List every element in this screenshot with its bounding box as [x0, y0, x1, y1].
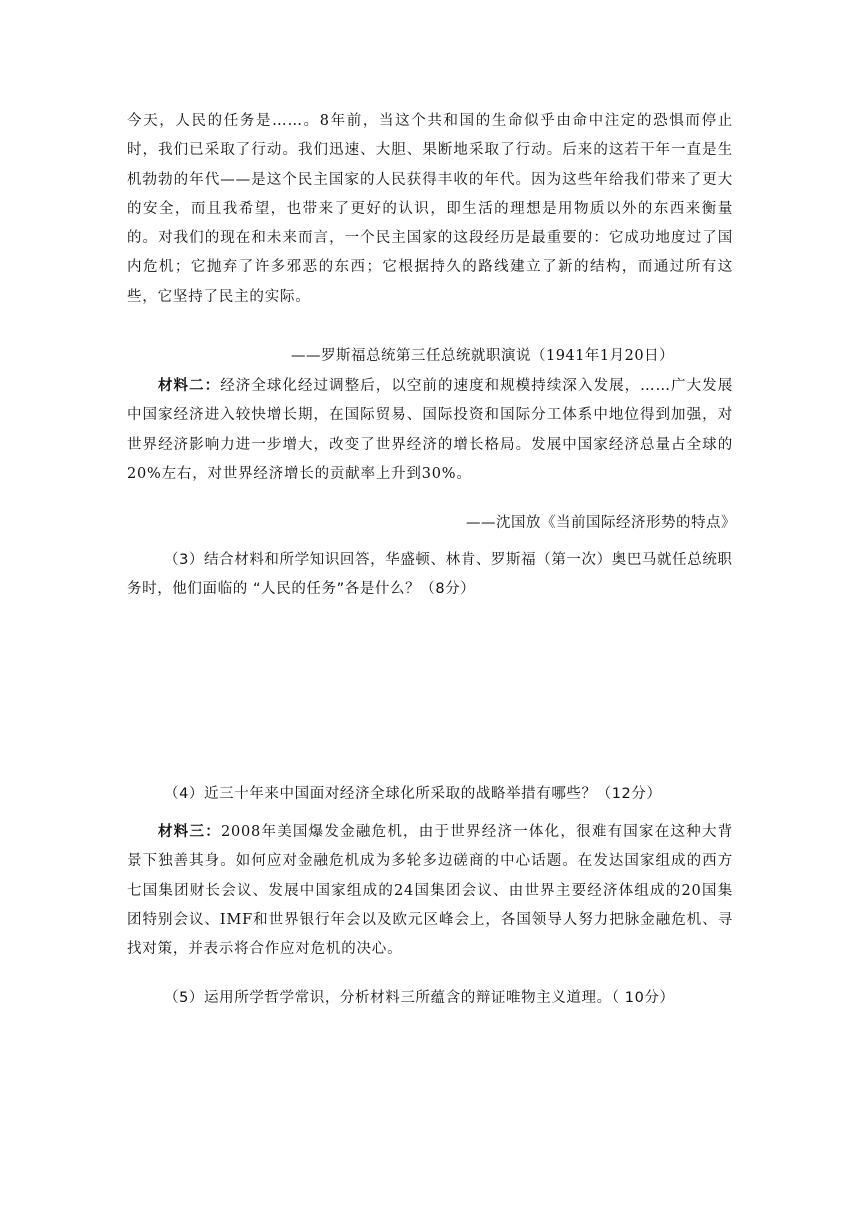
question-4: （4）近三十年来中国面对经济全球化所采取的战略举措有哪些？（12分） — [164, 786, 662, 802]
material-three-text: 2008年美国爆发金融危机，由于世界经济一体化，很难有国家在这种大背景下独善其身。如何应对金融危机成为多轮多边磋商的中心话题。在发达国家组成的西方七国集团财长会议、发展中国家组成的24国集团会议、由世界主要经济体组成的20国集团特别会议、IMF和世界银行年会以及欧元区峰会上，各国领导人努力把脉金融危机、寻找对策，并表示将合作应对危机的决心。 — [127, 824, 733, 958]
question-3: （3）结合材料和所学知识回答，华盛顿、林肯、罗斯福（第一次）奥巴马就任总统职务时，他们面临的 “人民的任务”各是什么？（8分） — [127, 552, 733, 598]
material-two-text: 经济全球化经过调整后，以空前的速度和规模持续深入发展，……广大发展中国家经济进入较快增长期，在国际贸易、国际投资和国际分工体系中地位得到加强，对世界经济影响力进一步增大，改变了世界经济的增长格局。发展中国家经济总量占全球的20%左右，对世界经济增长的贡献率上升到30%。 — [127, 378, 733, 482]
material-two — [127, 371, 733, 489]
material-three-label: 材料三： — [158, 823, 221, 840]
material-three — [127, 817, 733, 964]
material-one-source: ——罗斯福总统第三任总统就职演说（1941年1月20日） — [291, 348, 675, 364]
question-5: （5）运用所学哲学常识，分析材料三所蕴含的辩证唯物主义道理。（ 10分） — [164, 990, 675, 1006]
material-two-source: ——沈国放《当前国际经济形势的特点》 — [466, 515, 736, 531]
material-one-text: 今天，人民的任务是……。8年前，当这个共和国的生命似乎由命中注定的恐惧而停止时，我们已采取了行动。我们迅速、大胆、果断地采取了行动。后来的这若干年一直是生机勃勃的年代——是这个民主国家的人民获得丰收的年代。因为这些年给我们带来了更大的安全，而且我希望，也带来了更好的认识，即生活的理想是用物质以外的东西来衡量的。对我们的现在和未来而言，一个民主国家的这段经历是最重要的：它成功地度过了国内危机；它抛弃了许多邪恶的东西；它根据持久的路线建立了新的结构，而通过所有这些，它坚持了民主的实际。 — [127, 113, 733, 305]
material-two-label: 材料二： — [158, 377, 221, 394]
